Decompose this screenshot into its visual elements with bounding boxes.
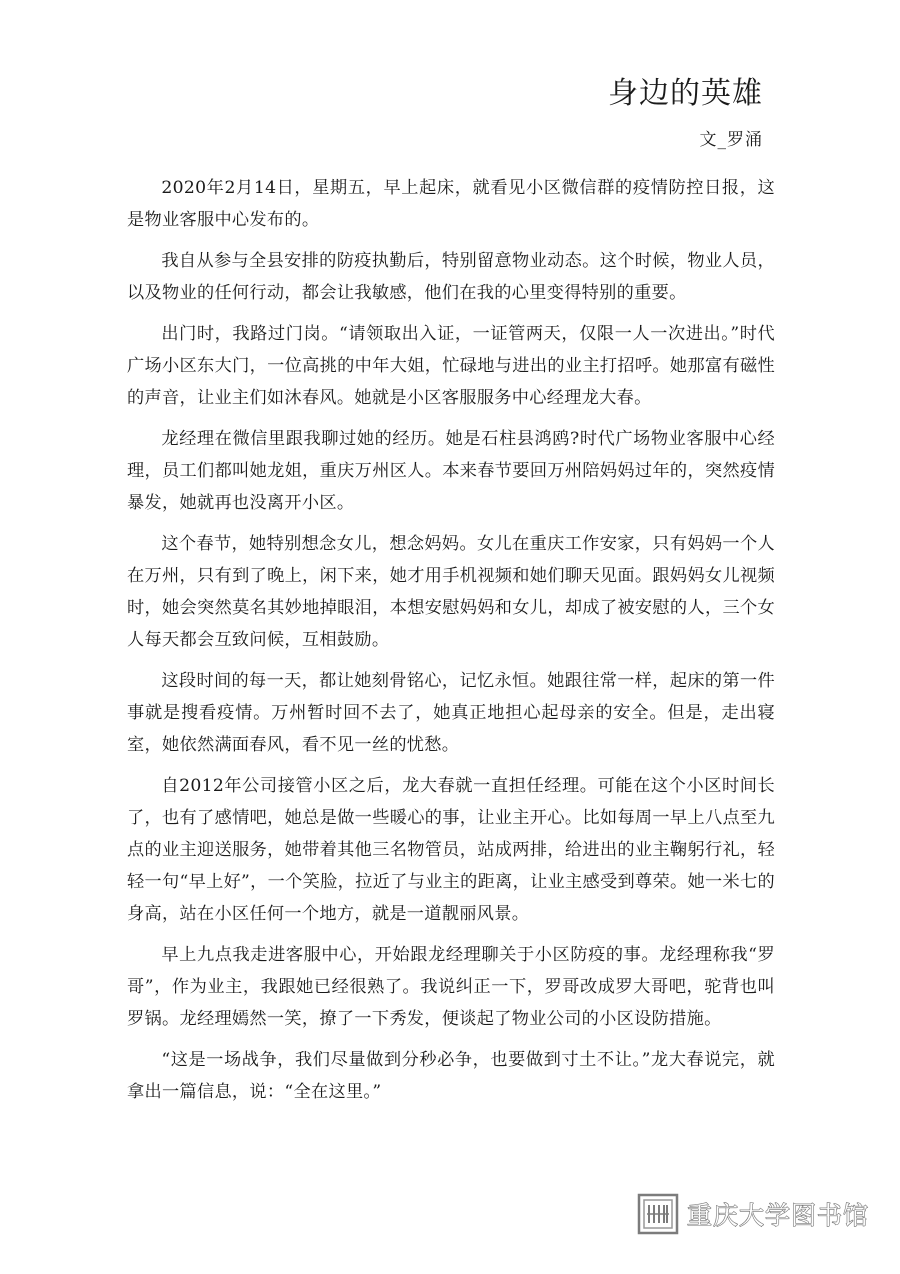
paragraph: 2020年2月14日，星期五，早上起床，就看见小区微信群的疫情防控日报，这是物业客服中心发布的。 [127,178,775,230]
paragraph: 龙经理在微信里跟我聊过她的经历。她是石柱县鸿鸥?时代广场物业客服中心经理，员工们都叫她龙姐，重庆万州区人。本来春节要回万州陪妈妈过年的，突然疫情暴发，她就再也没离开小区。 [127,429,775,513]
paragraph: “这是一场战争，我们尽量做到分秒必争，也要做到寸土不让。”龙大春说完，就拿出一篇信息，说：“全在这里。” [127,1050,775,1102]
paragraph: 出门时，我路过门岗。“请领取出入证，一证管两天，仅限一人一次进出。”时代广场小区东大门，一位高挑的中年大姐，忙碌地与进出的业主打招呼。她那富有磁性的声音，让业主们如沐春风。她就是小区客服服务中心经理龙大春。 [127,324,775,408]
watermark-text: 重庆大学图书馆 [687,1201,870,1230]
article-title: 身边的英雄 [608,76,763,111]
paragraph: 自2012年公司接管小区之后，龙大春就一直担任经理。可能在这个小区时间长了，也有了感情吧，她总是做一些暖心的事，让业主开心。比如每周一早上八点至九点的业主迎送服务，她带着其他三名物管员，站成两排，给进出的业主鞠躬行礼，轻轻一句“早上好”，一个笑脸，拉近了与业主的距离，让业主感受到尊荣。她一米七的身高，站在小区任何一个地方，就是一道靓丽风景。 [127,776,775,924]
library-seal-icon [637,1193,679,1235]
article-body [127,172,775,1117]
paragraph: 这段时间的每一天，都让她刻骨铭心，记忆永恒。她跟往常一样，起床的第一件事就是搜看疫情。万州暂时回不去了，她真正地担心起母亲的安全。但是，走出寝室，她依然满面春风，看不见一丝的忧愁。 [127,671,775,755]
paragraph: 我自从参与全县安排的防疫执勤后，特别留意物业动态。这个时候，物业人员，以及物业的任何行动，都会让我敏感，他们在我的心里变得特别的重要。 [127,251,775,303]
paragraph: 这个春节，她特别想念女儿，想念妈妈。女儿在重庆工作安家，只有妈妈一个人在万州，只有到了晚上，闲下来，她才用手机视频和她们聊天见面。跟妈妈女儿视频时，她会突然莫名其妙地掉眼泪，本想安慰妈妈和女儿，却成了被安慰的人，三个女人每天都会互致问候，互相鼓励。 [127,534,775,650]
paragraph: 早上九点我走进客服中心，开始跟龙经理聊关于小区防疫的事。龙经理称我“罗哥”，作为业主，我跟她已经很熟了。我说纠正一下，罗哥改成罗大哥吧，驼背也叫罗锅。龙经理嫣然一笑，撩了一下秀发，便谈起了物业公司的小区设防措施。 [127,945,775,1029]
article-author: 文_罗涌 [699,130,763,150]
library-watermark [637,1190,869,1238]
